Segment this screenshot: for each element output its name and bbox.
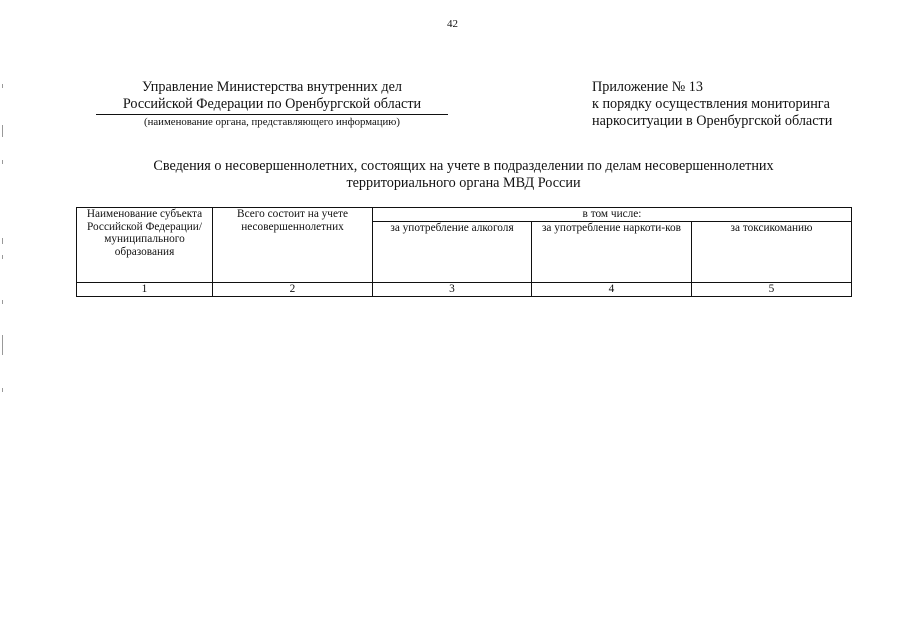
appendix-text-line2: наркоситуации в Оренбургской области [592, 113, 833, 129]
header-toxicomania: за токсикоманию [692, 221, 852, 282]
scan-margin-mark [2, 84, 3, 88]
table-row [77, 283, 852, 297]
column-number-3: 3 [373, 283, 532, 297]
header-drugs: за употребление наркоти-ков [532, 221, 692, 282]
header-alcohol: за употребление алкоголя [373, 221, 532, 282]
column-number-5: 5 [692, 283, 852, 297]
scan-margin-mark [2, 238, 3, 244]
appendix-reference [592, 79, 872, 130]
column-number-1: 1 [77, 283, 213, 297]
reporting-organization [96, 79, 448, 129]
table-header-row [77, 208, 852, 222]
organization-name-line1: Управление Министерства внутренних дел [142, 79, 402, 95]
header-region-name: Наименование субъекта Российской Федерации/ муниципального образования [77, 208, 213, 283]
document-title-line1: Сведения о несовершеннолетних, состоящих на учете в подразделении по делам несовершеннолетних [153, 158, 774, 174]
appendix-number: Приложение № 13 [592, 79, 703, 95]
header-total-registered: Всего состоит на учете несовершеннолетних [213, 208, 373, 283]
scan-margin-mark [2, 388, 3, 392]
header-including: в том числе: [373, 208, 852, 222]
column-number-2: 2 [213, 283, 373, 297]
scan-margin-mark [2, 160, 3, 164]
report-table [76, 207, 852, 297]
organization-caption: (наименование органа, представляющего информацию) [144, 116, 400, 128]
scan-margin-mark [2, 255, 3, 259]
page-number: 42 [447, 18, 458, 30]
document-title [76, 158, 851, 192]
column-number-4: 4 [532, 283, 692, 297]
scan-margin-mark [2, 335, 3, 355]
appendix-text-line1: к порядку осуществления мониторинга [592, 96, 830, 112]
organization-name-line2: Российской Федерации по Оренбургской области [96, 96, 448, 115]
scan-margin-mark [2, 300, 3, 304]
scan-margin-mark [2, 125, 3, 137]
document-title-line2: территориального органа МВД России [346, 175, 581, 191]
